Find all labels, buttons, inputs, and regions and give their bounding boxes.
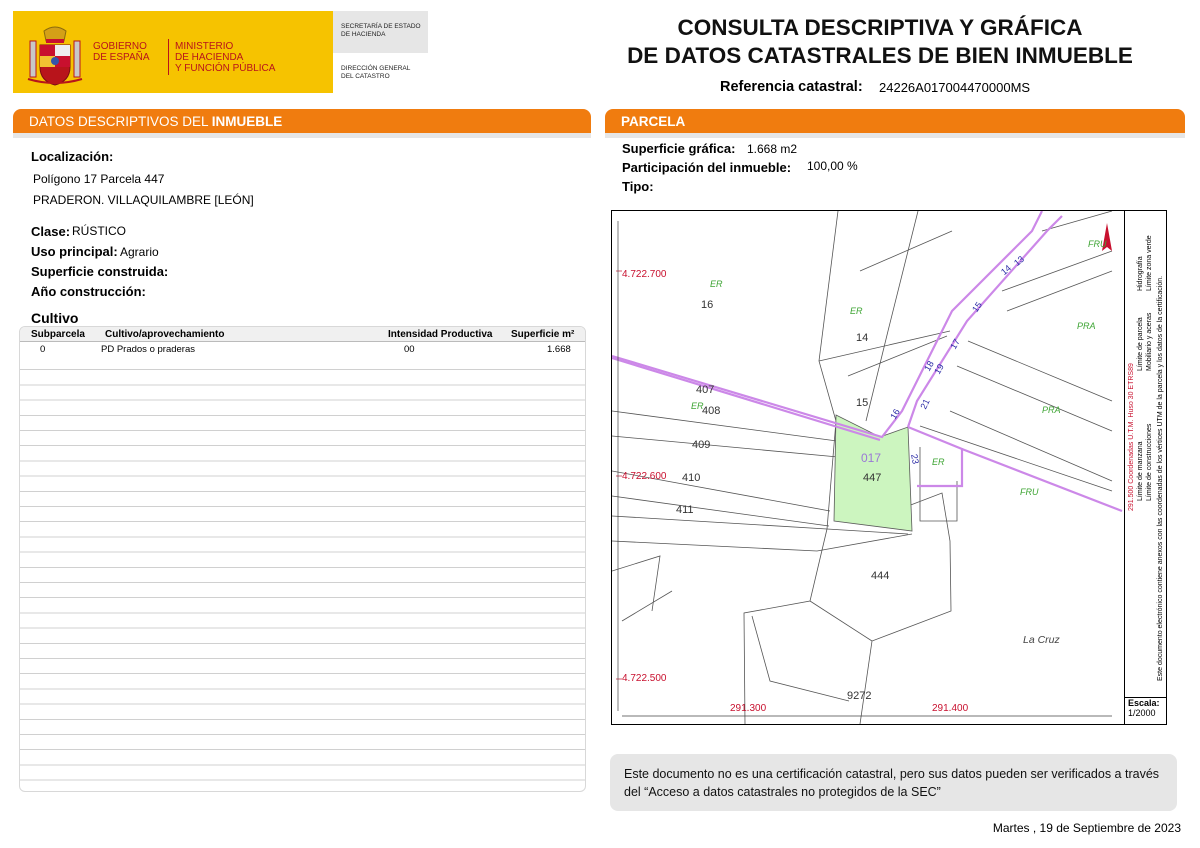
cultivo-table-header bbox=[20, 327, 585, 342]
col-subparcela: Subparcela bbox=[31, 329, 85, 340]
title-line-1: CONSULTA DESCRIPTIVA Y GRÁFICA bbox=[677, 15, 1083, 40]
superficie-grafica-label: Superficie gráfica: bbox=[622, 141, 736, 156]
scale-label: Escala: bbox=[1128, 698, 1160, 708]
edge-number: 23 bbox=[909, 453, 921, 465]
logo-separator bbox=[168, 39, 169, 75]
col-cultivo: Cultivo/aprovechamiento bbox=[105, 329, 225, 340]
uso-principal-value: Agrario bbox=[120, 245, 159, 259]
cadastral-map bbox=[611, 210, 1167, 725]
land-use-label: ER bbox=[850, 306, 863, 316]
parcel-label: 15 bbox=[856, 397, 869, 409]
edge-number: 18 bbox=[922, 359, 936, 373]
cell-intensidad: 00 bbox=[404, 344, 415, 355]
scale-box bbox=[1124, 697, 1167, 725]
legend-item: Límite de construcciones bbox=[1146, 423, 1153, 501]
gobierno-espana-text: GOBIERNO DE ESPAÑA bbox=[93, 41, 150, 63]
coord-y3: 4.722.500 bbox=[622, 673, 667, 684]
superficie-construida-label: Superficie construida: bbox=[31, 264, 169, 279]
cell-subparcela: 0 bbox=[40, 344, 46, 355]
col-intensidad: Intensidad Productiva bbox=[388, 329, 493, 340]
referencia-label: Referencia catastral: bbox=[720, 79, 863, 95]
parcel-label: 407 bbox=[696, 384, 715, 396]
parcel-label: 444 bbox=[871, 570, 890, 582]
land-use-label: ER bbox=[710, 279, 723, 289]
anio-construccion-label: Año construcción: bbox=[31, 284, 146, 299]
map-drawing bbox=[612, 211, 1124, 724]
edge-number: 21 bbox=[918, 397, 932, 411]
land-use-label: PRA bbox=[1077, 321, 1096, 331]
participacion-label: Participación del inmueble: bbox=[622, 160, 792, 175]
parcel-label: 9272 bbox=[847, 690, 872, 702]
table-row-lines bbox=[20, 355, 585, 792]
parcel-label: 411 bbox=[676, 504, 694, 516]
edge-number: 15 bbox=[970, 300, 984, 314]
tipo-label: Tipo: bbox=[622, 179, 654, 194]
cultivo-title: Cultivo bbox=[31, 310, 79, 326]
participacion-value: 100,00 % bbox=[807, 159, 858, 173]
legend-item: Mobiliario y aceras bbox=[1146, 312, 1153, 371]
localizacion-line1: Polígono 17 Parcela 447 bbox=[33, 172, 165, 186]
edge-number: 13 bbox=[1011, 253, 1027, 269]
legend-coords: 291.500 Coordenadas U.T.M. Huso 30 ETRS89 bbox=[1128, 363, 1135, 511]
parcel-label-447: 447 bbox=[863, 472, 882, 484]
edge-number: 17 bbox=[948, 337, 962, 351]
edge-number: 19 bbox=[932, 362, 946, 376]
footer-date: Martes , 19 de Septiembre de 2023 bbox=[992, 821, 1181, 835]
parcel-label: 409 bbox=[692, 439, 711, 451]
direccion-general-text: DIRECCIÓN GENERAL DEL CATASTRO bbox=[341, 65, 411, 80]
disclaimer-note: Este documento no es una certificación catastral, pero sus datos pueden ser verificados a través del “Acceso a datos catastrales no protegidos de la SEC” bbox=[610, 754, 1177, 811]
map-legend bbox=[1124, 211, 1167, 697]
land-use-label: ER bbox=[932, 457, 945, 467]
col-superficie: Superficie m² bbox=[511, 329, 575, 340]
document-title bbox=[600, 14, 1160, 70]
land-use-label: PRA bbox=[1042, 405, 1061, 415]
coord-y2: 4.722.600 bbox=[622, 471, 667, 482]
ministerio-text: MINISTERIO DE HACIENDA Y FUNCIÓN PÚBLICA bbox=[175, 41, 276, 74]
gobierno-logo bbox=[13, 11, 333, 93]
legend-note: Este documento electrónico contiene anexos con las coordenadas de los vértices UTM de la parcela y los datos de la certificación. bbox=[1157, 275, 1164, 681]
localizacion-label: Localización: bbox=[31, 149, 114, 164]
parcela-header: PARCELA bbox=[605, 109, 1185, 135]
superficie-grafica-value: 1.668 m2 bbox=[747, 142, 798, 156]
cell-cultivo: PD Prados o praderas bbox=[101, 344, 195, 355]
zone-code: 017 bbox=[861, 451, 882, 465]
spain-crest-icon bbox=[26, 23, 84, 93]
edge-number: 14 bbox=[998, 262, 1014, 278]
coord-x2: 291.400 bbox=[932, 703, 969, 714]
parcel-label: 16 bbox=[701, 299, 714, 311]
legend-item: Hidrografía bbox=[1137, 256, 1144, 291]
cell-superficie: 1.668 bbox=[547, 344, 571, 355]
legend-item: Límite zona verde bbox=[1146, 235, 1153, 291]
land-use-label: ER bbox=[691, 401, 704, 411]
localizacion-line2: PRADERON. VILLAQUILAMBRE [LEÓN] bbox=[33, 193, 254, 207]
right-header-underline bbox=[605, 133, 1185, 138]
left-header-bold: INMUEBLE bbox=[211, 114, 283, 129]
clase-label: Clase: bbox=[31, 224, 71, 239]
left-header-underline bbox=[13, 133, 591, 138]
land-use-label: FRU bbox=[1088, 239, 1107, 249]
parcel-label: 410 bbox=[682, 472, 701, 484]
coord-x1: 291.300 bbox=[730, 703, 767, 714]
parcel-label: 14 bbox=[856, 332, 869, 344]
edge-number: 16 bbox=[888, 407, 902, 421]
cultivo-table bbox=[19, 326, 586, 792]
uso-principal-label: Uso principal: bbox=[31, 244, 118, 259]
referencia-value: 24226A017004470000MS bbox=[879, 80, 1031, 95]
title-line-2: DE DATOS CATASTRALES DE BIEN INMUEBLE bbox=[627, 43, 1133, 68]
scale-value: 1/2000 bbox=[1128, 708, 1156, 718]
clase-value: RÚSTICO bbox=[72, 224, 126, 238]
parcel-label: 408 bbox=[702, 405, 721, 417]
place-name: La Cruz bbox=[1023, 634, 1060, 646]
secretaria-block bbox=[333, 11, 428, 93]
legend-item: Límite de manzana bbox=[1137, 441, 1144, 501]
legend-item: Límite de parcela bbox=[1137, 317, 1144, 371]
secretaria-text: SECRETARÍA DE ESTADO DE HACIENDA bbox=[341, 23, 421, 38]
datos-descriptivos-header bbox=[13, 109, 591, 135]
coord-y1: 4.722.700 bbox=[622, 269, 667, 280]
land-use-label: FRU bbox=[1020, 487, 1039, 497]
left-header-prefix: DATOS DESCRIPTIVOS DEL bbox=[29, 114, 212, 129]
